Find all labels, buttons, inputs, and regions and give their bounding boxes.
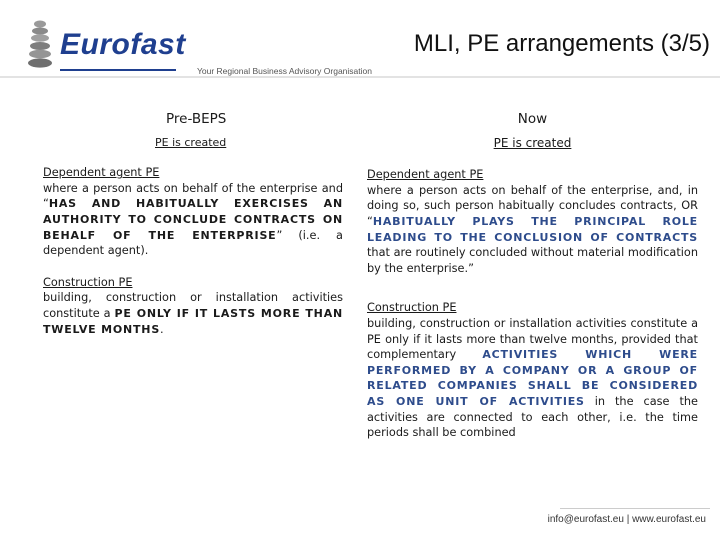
emphasis-text: HABITUALLY PLAYS THE PRINCIPAL ROLE LEADING TO THE CONCLUSION OF CONTRACTS: [367, 214, 698, 244]
header-divider: [0, 76, 720, 78]
pre-beps-construction-title: Construction PE: [43, 275, 133, 289]
emphasis-text: ACTIVITIES WHICH WERE PERFORMED BY A COMPANY OR A GROUP OF RELATED COMPANIES SHALL BE CONSIDERED AS ONE UNIT OF ACTIVITIES: [367, 348, 698, 408]
pre-beps-subheading: PE is created: [155, 135, 227, 149]
text-fragment: building, construction or installation activities constitute a PE only if it lasts more than twelve months, provided that complementary: [367, 316, 698, 362]
text-fragment: where a person acts on behalf of the enterprise and “: [43, 181, 343, 211]
emphasis-text: HAS AND HABITUALLY EXERCISES AN AUTHORITY TO CONCLUDE CONTRACTS ON BEHALF OF THE ENTERPRISE: [43, 197, 343, 242]
logo-underline: [60, 69, 176, 71]
footer-divider: [560, 508, 710, 509]
now-subheading: PE is created: [493, 135, 572, 150]
now-heading: Now: [517, 111, 548, 127]
text-fragment: that are routinely concluded without material modification by the enterprise.”: [367, 246, 698, 275]
pre-beps-dependent-agent-text: [43, 181, 343, 259]
text-fragment: building, construction or installation activities constitute a: [43, 291, 343, 320]
footer-contact: info@eurofast.eu | www.eurofast.eu: [547, 514, 706, 525]
pre-beps-construction-text: [43, 290, 343, 337]
emphasis-text: PE ONLY IF IT LASTS MORE THAN TWELVE MONTHS: [43, 306, 344, 336]
text-fragment: where a person acts on behalf of the enterprise, and, in doing so, such person habitually concludes contracts, OR “: [367, 183, 698, 228]
pre-beps-heading: Pre-BEPS: [166, 111, 227, 127]
brand-tagline: Your Regional Business Advisory Organisation: [197, 66, 372, 76]
text-fragment: ” (i.e. a dependent agent).: [43, 228, 343, 258]
now-column: [367, 112, 698, 441]
now-dependent-agent-title: Dependent agent PE: [367, 168, 484, 182]
pre-beps-column: [43, 112, 343, 337]
now-construction-text: [367, 316, 698, 441]
pre-beps-dependent-agent-title: Dependent agent PE: [43, 166, 160, 180]
text-fragment: .: [160, 322, 164, 336]
text-fragment: in the case the activities are connected to each other, i.e. the time periods shall be combined: [367, 394, 698, 440]
brand-logo-text: Eurofast: [60, 28, 186, 61]
now-construction-title: Construction PE: [367, 301, 457, 315]
stone-stack-logo-icon: [26, 18, 54, 74]
now-dependent-agent-text: [367, 183, 698, 277]
slide-title: MLI, PE arrangements (3/5): [413, 30, 710, 57]
